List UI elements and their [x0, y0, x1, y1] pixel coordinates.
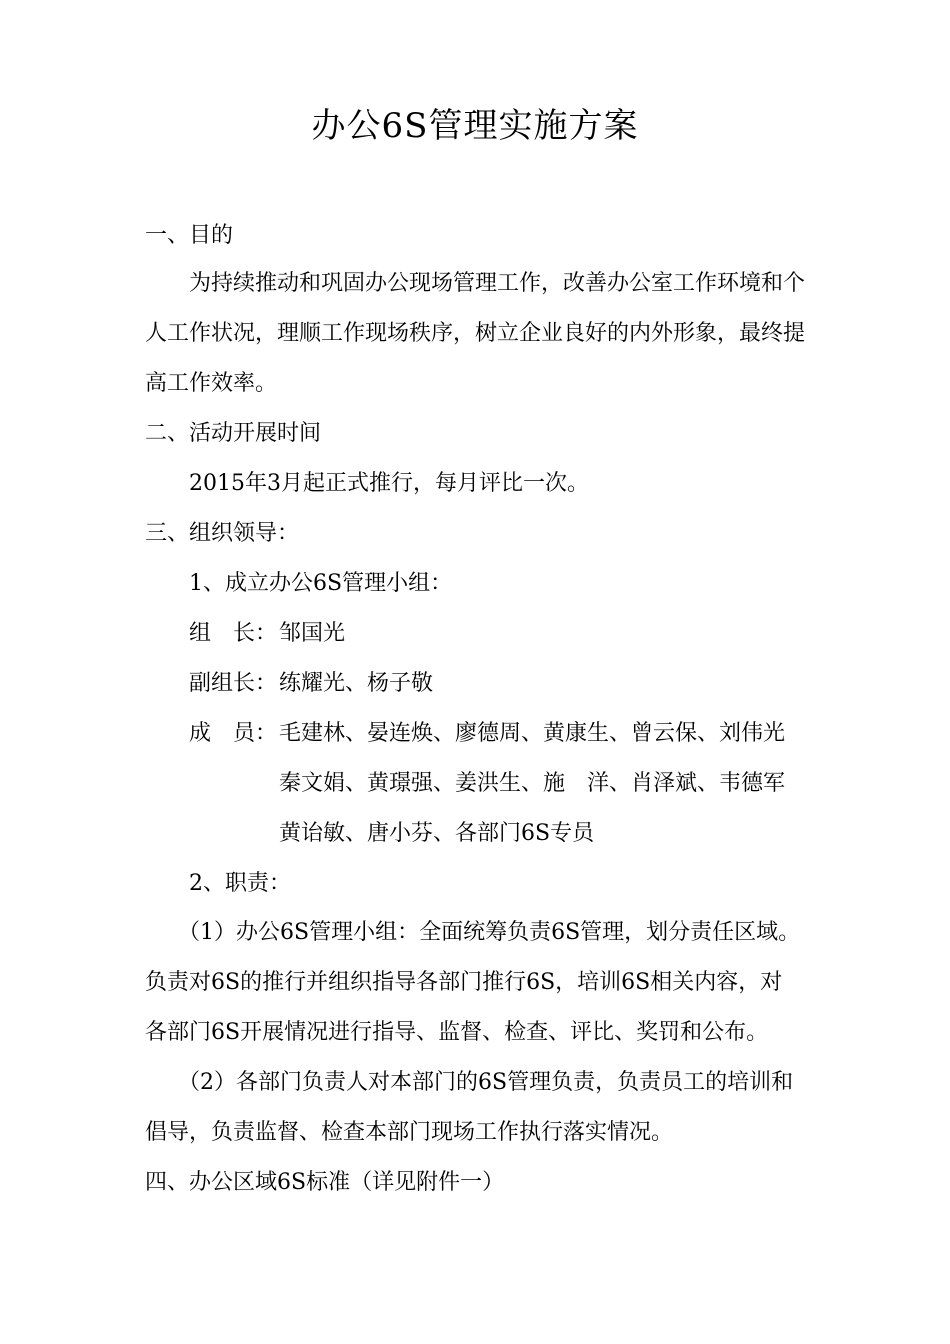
paragraph-line: 各部门6S开展情况进行指导、监督、检查、评比、奖罚和公布。 [145, 1020, 769, 1045]
paragraph-line: 倡导，负责监督、检查本部门现场工作执行落实情况。 [145, 1120, 674, 1145]
role-value: 练耀光、杨子敬 [279, 671, 434, 696]
section-heading-standards: 四、办公区域6S标准（详见附件一） [145, 1170, 505, 1195]
section-heading-organization: 三、组织领导： [145, 521, 300, 546]
role-members [189, 719, 785, 749]
paragraph-line: 负责对6S的推行并组织指导各部门推行6S，培训6S相关内容，对 [145, 970, 783, 995]
paragraph-line: （2）各部门负责人对本部门的6S管理负责，负责员工的培训和 [178, 1070, 794, 1095]
paragraph-line: 高工作效率。 [145, 371, 278, 396]
role-leader [189, 619, 345, 649]
members-line: 黄诒敏、唐小芬、各部门6S专员 [279, 821, 595, 846]
paragraph-line: 为持续推动和巩固办公现场管理工作，改善办公室工作环境和个 [189, 271, 806, 296]
document-title: 办公6S管理实施方案 [311, 106, 639, 146]
role-label: 副组长： [189, 671, 278, 696]
list-item: 1、成立办公6S管理小组： [189, 571, 453, 596]
role-value: 毛建林、晏连焕、廖德周、黄康生、曾云保、刘伟光 [279, 721, 786, 746]
paragraph-line: 2015年3月起正式推行，每月评比一次。 [189, 471, 589, 496]
role-vice-leader [189, 669, 433, 699]
list-item: 2、职责： [189, 871, 291, 896]
role-label: 组 长： [189, 621, 278, 646]
paragraph-line: （1）办公6S管理小组：全面统筹负责6S管理，划分责任区域。 [178, 920, 801, 945]
role-value: 邹国光 [279, 621, 346, 646]
section-heading-purpose: 一、目的 [145, 223, 234, 248]
role-label: 成 员： [189, 721, 278, 746]
paragraph-line: 人工作状况，理顺工作现场秩序，树立企业良好的内外形象，最终提 [145, 321, 806, 346]
section-heading-schedule: 二、活动开展时间 [145, 421, 322, 446]
members-line: 秦文娟、黄璟强、姜洪生、施 洋、肖泽斌、韦德军 [279, 771, 786, 796]
